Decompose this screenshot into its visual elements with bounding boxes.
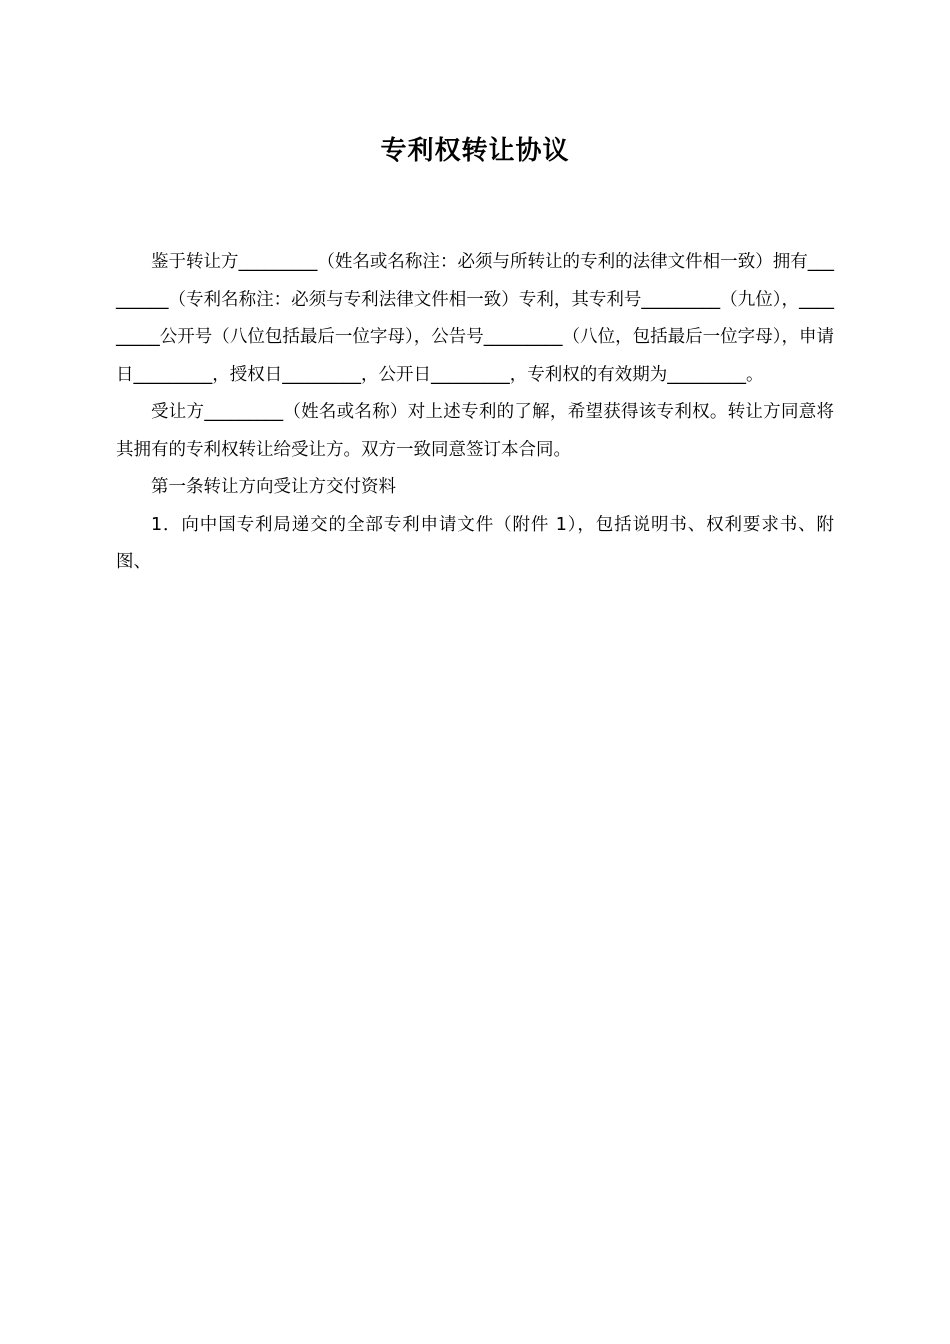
article-one-heading: 第一条转让方向受让方交付资料 — [151, 477, 396, 497]
preamble-paragraph: 鉴于转让方_________（姓名或名称注：必须与所转让的专利的法律文件相一致）拥有_________（专利名称注：必须与专利法律文件相一致）专利，其专利号_________（九位），_________公开号（八位包括最后一位字母），公告号_________（八位，包括最后一位字母），申请日_________，授权日_________，公开日_________，专利权的有效期为_________。 — [116, 252, 834, 385]
article-one-item-1: 1．向中国专利局递交的全部专利申请文件（附件 1），包括说明书、权利要求书、附图、 — [116, 514, 834, 572]
document-body — [116, 244, 834, 582]
document-title: 专利权转让协议 — [380, 136, 570, 166]
assignee-paragraph: 受让方_________（姓名或名称）对上述专利的了解，希望获得该专利权。转让方同意将其拥有的专利权转让给受让方。双方一致同意签订本合同。 — [116, 402, 834, 460]
